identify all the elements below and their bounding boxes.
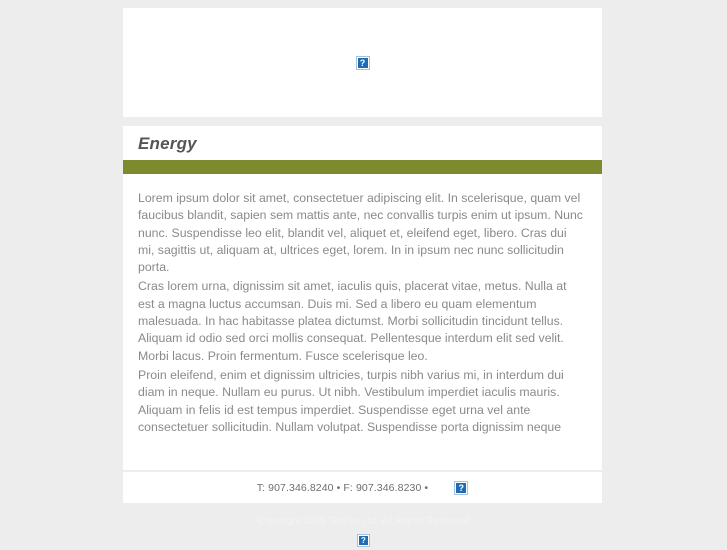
contact-bar (123, 472, 602, 503)
contact-phone-text: T: 907.346.8240 • F: 907.346.8230 • (256, 481, 429, 494)
title-accent-rule (123, 160, 602, 174)
paragraph: Lorem ipsum dolor sit amet, consectetuer adipiscing elit. In scelerisque, quam vel faucibus blandit, sapien sem mattis ante, nec convallis turpis enim ut ipsum. Nunc nunc. Suspendisse leo elit, blandit vel, aliquet et, eleifend eget, libero. Cras dui mi, sagittis ut, aliquam at, ultrices eget, lorem. In in ipsum nec nunc sollicitudin porta. (138, 191, 583, 275)
main-content-panel (123, 126, 602, 470)
broken-image-icon[interactable] (454, 481, 468, 495)
copyright-strip (0, 508, 727, 545)
paragraph: Cras lorem urna, dignissim sit amet, iaculis quis, placerat vitae, metus. Nulla at est a magna luctus accumsan. Duis mi. Sed a libero eu quam elementum malesuada. In hac habitasse platea dictumst. Morbi sollicitudin tincidunt tellus. Aliquam id odio sed orci mollis consequat. Pellentesque interdum elit sed velit. Morbi lacus. Proin fermentum. Fusce scelerisque leo. (138, 279, 567, 363)
masthead-banner (123, 8, 602, 117)
copyright-text: Copyright 2006 TecPro Ltd. All Rights Reserved (257, 516, 470, 527)
page-title: Energy (138, 134, 197, 153)
broken-image-glyph (359, 536, 368, 545)
body-copy (123, 174, 602, 436)
paragraph: Proin eleifend, enim et dignissim ultricies, turpis nibh varius mi, in interdum dui diam in neque. Nullam eu purus. Ut nibh. Vestibulum imperdiet iaculis mauris. Aliquam in felis id est tempus imperdiet. Suspendisse eget urna vel ante consectetuer sollicitudin. Nullam volutpat. Suspendisse porta dignissim neque (138, 367, 564, 434)
broken-image-glyph (456, 483, 466, 493)
broken-image-icon[interactable] (356, 56, 370, 70)
masthead-logo-container (123, 8, 602, 117)
broken-image-icon[interactable] (357, 534, 370, 547)
copyright-icon-container (0, 529, 727, 550)
broken-image-glyph (358, 58, 368, 68)
